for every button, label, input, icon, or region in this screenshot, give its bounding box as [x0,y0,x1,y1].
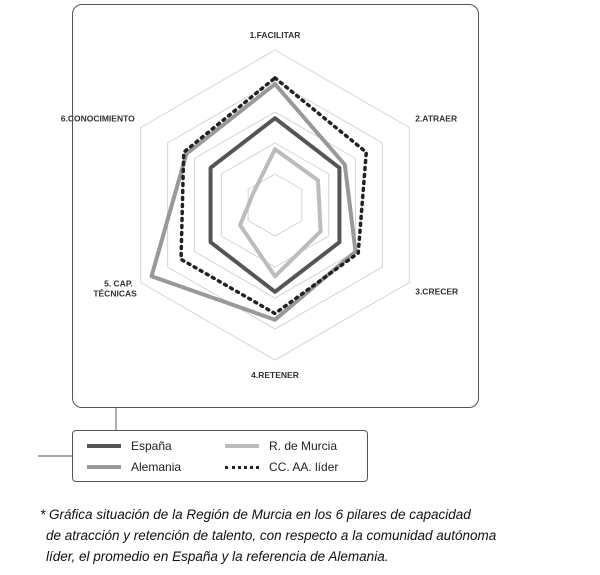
series-layer [152,78,367,320]
footnote-line: líder, el promedio en España y la referencia de Alemania. [46,549,389,564]
legend-item [87,437,172,455]
legend-item [225,437,337,455]
axis-label: 5. CAP. TÉCNICAS [93,278,137,299]
axis-label: 2.ATRAER [415,113,458,124]
legend-swatch-ccaa-lider [225,466,259,469]
legend-label-alemania: Alemania [131,460,182,474]
grid-ring [221,143,328,267]
legend-item [87,458,181,476]
legend-label-ccaa-lider: CC. AA. líder [269,460,339,474]
legend-label-espana: España [131,439,172,453]
legend-item [225,458,338,476]
series-line-2 [240,149,321,276]
legend-swatch-murcia [225,444,259,448]
axis-labels [61,30,458,380]
axis-label: 1.FACILITAR [249,30,301,40]
footnote-line: de atracción y retención de talento, con respecto a la comunidad autónoma [46,528,497,543]
legend [72,430,368,482]
legend-label-murcia: R. de Murcia [269,439,338,453]
axis-label: 4.RETENER [251,370,299,380]
footnote-line: * Gráfica situación de la Región de Murcia en los 6 pilares de capacidad [40,507,471,522]
axis-label: 3.CRECER [415,286,459,297]
axis-label: 6.CONOCIMIENTO [60,113,135,124]
legend-swatch-espana [87,444,121,448]
legend-swatch-alemania [87,465,121,469]
footnote [40,504,600,567]
